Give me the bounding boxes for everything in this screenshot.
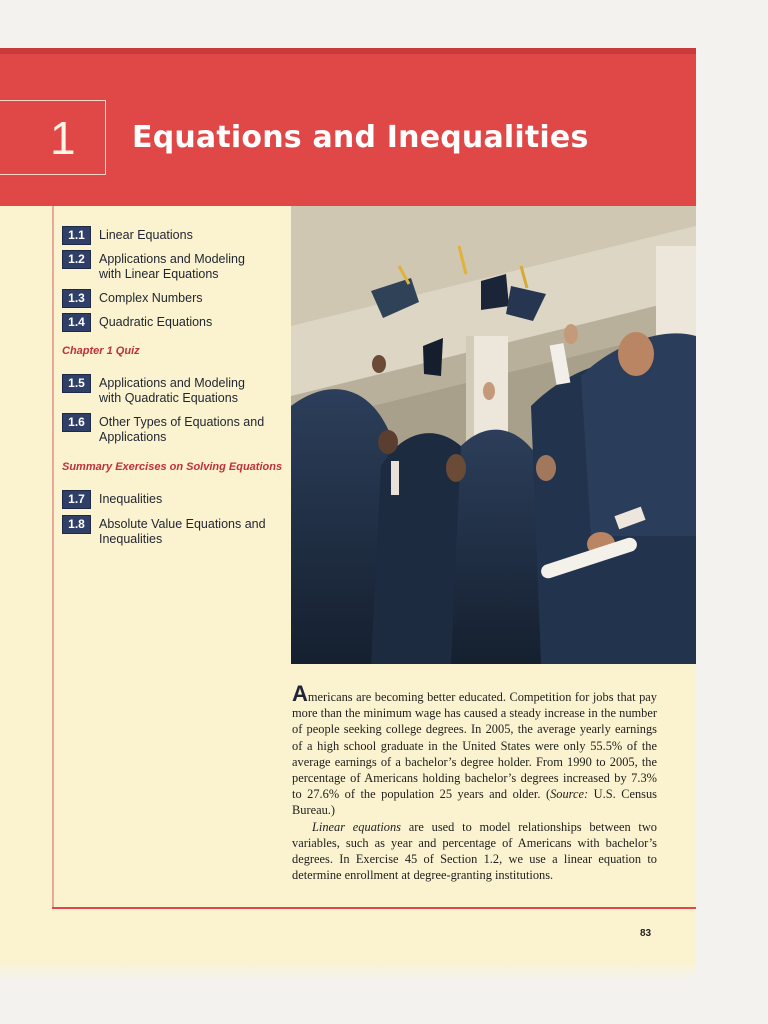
footer-rule bbox=[52, 907, 696, 909]
section-title: Linear Equations bbox=[99, 228, 193, 242]
intro-paragraph-1 bbox=[292, 681, 657, 819]
section-title: Complex Numbers bbox=[99, 291, 203, 305]
toc-item-1-3[interactable] bbox=[62, 289, 279, 308]
section-number-badge: 1.3 bbox=[62, 289, 91, 308]
section-number-badge: 1.6 bbox=[62, 413, 91, 432]
intro-text: are used to model relationships between two variables, such as year and percentage of Americans with bachelor’s degrees. In Exercise 45 of Section 1.2, we use a linear equation to determine enrollment at degree-granting institutions. bbox=[292, 819, 657, 883]
toc-chapter-quiz[interactable]: Chapter 1 Quiz bbox=[62, 345, 140, 357]
section-number-badge: 1.5 bbox=[62, 374, 91, 393]
source-text: U.S. Census Bureau.) bbox=[292, 787, 657, 818]
intro-paragraph-2 bbox=[292, 819, 657, 884]
section-number-badge: 1.1 bbox=[62, 226, 91, 245]
toc-item-1-6[interactable] bbox=[62, 413, 274, 445]
left-margin-rule bbox=[52, 206, 54, 908]
section-title: Other Types of Equations and Applications bbox=[99, 415, 265, 444]
intro-text: mericans are becoming better educated. Competition for jobs that pay more than the minimum wage has caused a steady increase in the number of people seeking college degrees. In 2005, the average yearly earnings of a high school graduate in the United States were only 55.5% of the average earnings of a bachelor’s degree holder. From 1990 to 2005, the percentage of Americans holding bachelor’s degrees increased by 7.3% to 27.6% of the population 25 years and older. ( bbox=[292, 690, 657, 802]
section-number-badge: 1.2 bbox=[62, 250, 91, 269]
chapter-introduction bbox=[292, 681, 657, 883]
drop-cap: A bbox=[292, 681, 308, 706]
toc-item-1-4[interactable] bbox=[62, 313, 279, 332]
emphasis-term: Linear equations bbox=[312, 819, 401, 834]
header-top-edge bbox=[0, 48, 696, 54]
section-number-badge: 1.4 bbox=[62, 313, 91, 332]
section-number-badge: 1.7 bbox=[62, 490, 91, 509]
page-number: 83 bbox=[640, 928, 652, 939]
toc-item-1-5[interactable] bbox=[62, 374, 259, 406]
section-title: Applications and Modeling with Quadratic Equations bbox=[99, 376, 245, 405]
toc-item-1-1[interactable] bbox=[62, 226, 279, 245]
section-title: Quadratic Equations bbox=[99, 315, 213, 329]
chapter-number: 1 bbox=[50, 112, 76, 164]
section-title: Absolute Value Equations and Inequalities bbox=[99, 517, 266, 546]
toc-item-1-2[interactable] bbox=[62, 250, 259, 282]
section-number-badge: 1.8 bbox=[62, 515, 91, 534]
source-label: Source: bbox=[550, 787, 589, 802]
section-title: Applications and Modeling with Linear Equations bbox=[99, 252, 245, 281]
toc-item-1-7[interactable] bbox=[62, 490, 279, 509]
page-bottom-edge bbox=[0, 960, 696, 980]
section-title: Inequalities bbox=[99, 492, 163, 506]
chapter-title: Equations and Inequalities bbox=[132, 120, 589, 155]
toc-summary-exercises[interactable]: Summary Exercises on Solving Equations bbox=[62, 461, 283, 473]
toc-item-1-8[interactable] bbox=[62, 515, 274, 547]
graduation-photo bbox=[291, 206, 696, 664]
